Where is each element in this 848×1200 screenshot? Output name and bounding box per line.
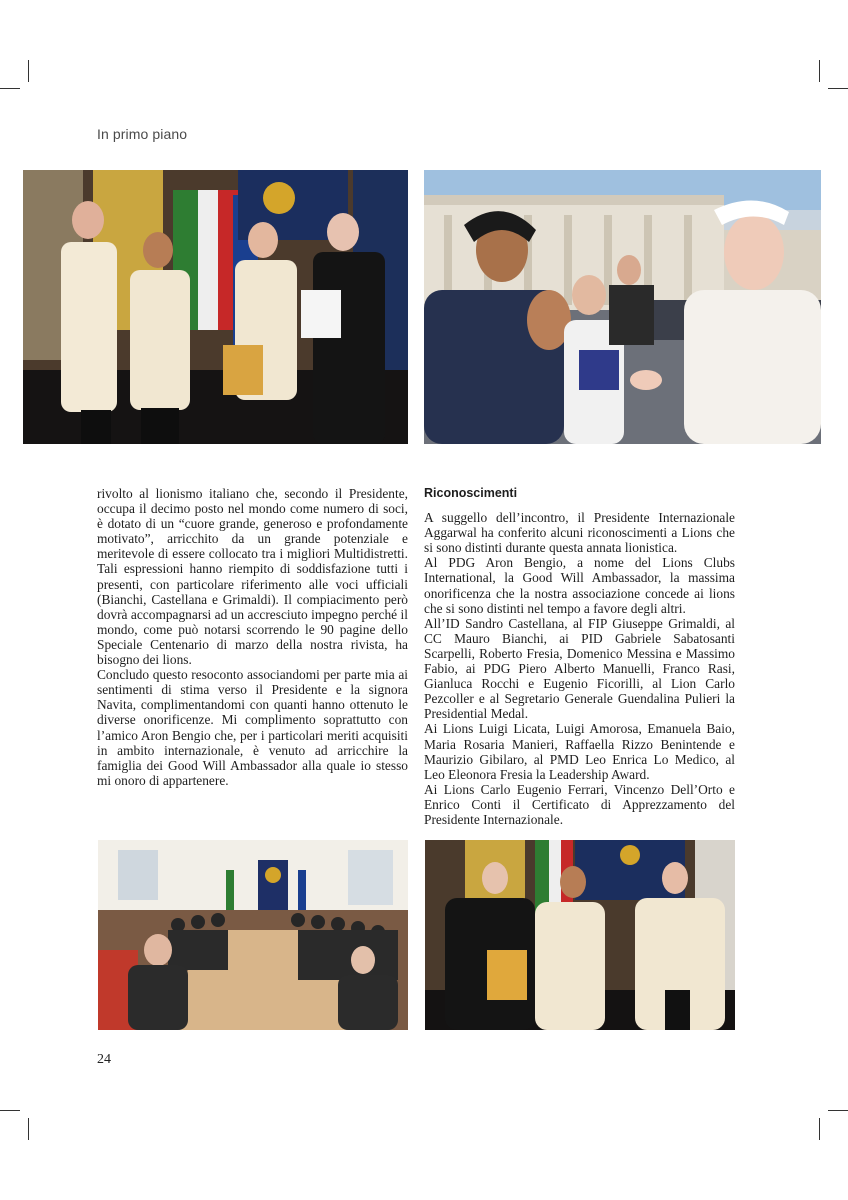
article-paragraph: Ai Lions Luigi Licata, Luigi Amorosa, Emanuela Baio, Maria Rosaria Manieri, Raffaella Rizzo Benintende e Maurizio Gibilaro, al PMD Leo Enrica Lo Medico, al Leo Eleonora Fresia la Leadership Award. (424, 721, 735, 782)
section-label: In primo piano (97, 126, 188, 142)
article-paragraph: All’ID Sandro Castellana, al FIP Giuseppe Grimaldi, al CC Mauro Bianchi, ai PID Gabriele Sabatosanti Scarpelli, Roberto Fresia, Domenico Messina e Massimo Fabio, ai PDG Piero Alberto Manuelli, Franco Rasi, Gianluca Rocchi e Eugenio Ficorilli, al Lion Carlo Pezcoller e al Segretario Generale Guendalina Pulieri la Presidential Medal. (424, 615, 735, 722)
crop-mark (819, 60, 820, 82)
article-paragraph: Concludo questo resoconto associandomi per parte mia ai sentimenti di stima verso il Presidente e la signora Navita, complimentandomi con quanti hanno ottenuto le diverse onorificenze. Mi complimento soprattutto con l’amico Aron Bengio che, per i particolari meriti acquisiti in ambito internazionale, è venuto ad arricchire la famiglia dei Good Will Ambassador alla quale io stesso mi onoro di appartenere. (97, 667, 408, 788)
crop-mark (0, 1110, 20, 1111)
crop-mark (819, 1118, 820, 1140)
article-paragraph: Ai Lions Carlo Eugenio Ferrari, Vincenzo Dell’Orto e Enrico Conti il Certificato di Apprezzamento del Presidente Internazionale. (424, 781, 735, 827)
meeting-photo (98, 840, 408, 1030)
crop-mark (0, 88, 20, 89)
crop-mark (28, 60, 29, 82)
article-right-column (424, 486, 735, 827)
award-photo (425, 840, 735, 1030)
papal-audience-photo (424, 170, 821, 444)
section-heading: Riconoscimenti (424, 486, 518, 500)
article-paragraph: rivolto al lionismo italiano che, secondo il Presidente, occupa il decimo posto nel mondo come numero di soci, è dotato di un “cuore grande, generoso e profondamente motivato”, arricchito da un grande potenziale e meritevole di essere collocato tra i migliori Multidistretti. Tali espressioni hanno riempito di soddisfazione tutti i presenti, con particolare riferimento alle voci ufficiali (Bianchi, Castellana e Grimaldi). Il compiacimento però dovrà accompagnarsi ad un accresciuto impegno perché il mondo, come può notarsi scorrendo le 90 pagine dello Speciale Centenario di marzo della nostra rivista, ha bisogno dei lions. (97, 486, 408, 668)
crop-mark (828, 88, 848, 89)
page-number: 24 (97, 1052, 111, 1067)
article-paragraph: A suggello dell’incontro, il Presidente Internazionale Aggarwal ha conferito alcuni riconoscimenti a Lions che si sono distinti durante questa annata lionistica. (424, 510, 735, 556)
article-left-column (97, 486, 408, 788)
article-paragraph: Al PDG Aron Bengio, a nome del Lions Clubs International, la Good Will Ambassador, la massima onorificenza che la nostra associazione concede ai lions che si sono distinti nel tempo a favore degli altri. (424, 555, 735, 616)
crop-mark (28, 1118, 29, 1140)
ceremony-photo (23, 170, 408, 444)
crop-mark (828, 1110, 848, 1111)
